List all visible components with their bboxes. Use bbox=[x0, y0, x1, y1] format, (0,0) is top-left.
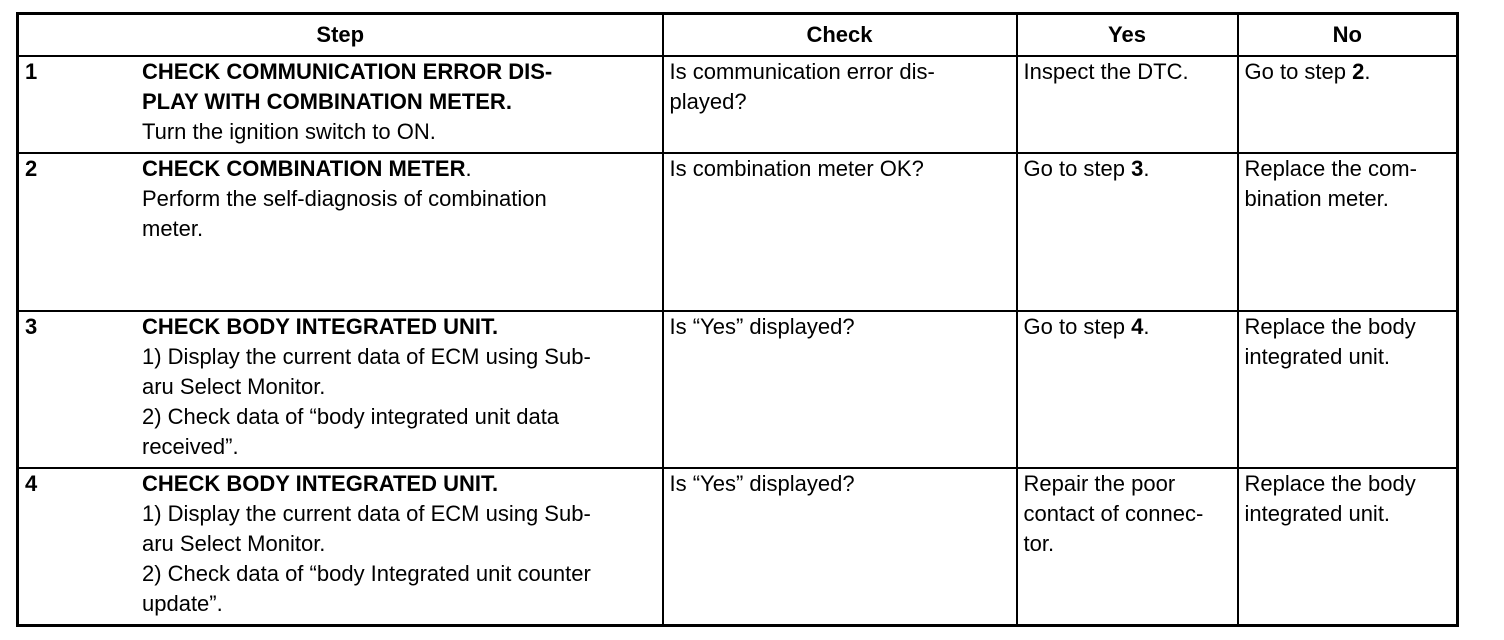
step-description bbox=[142, 469, 656, 619]
table-row bbox=[18, 153, 1458, 311]
step-title: CHECK BODY INTEGRATED UNIT. bbox=[142, 471, 499, 496]
yes-cell bbox=[1017, 468, 1238, 626]
header-row bbox=[18, 14, 1458, 57]
no-text: Replace the body bbox=[1244, 314, 1416, 339]
yes-text: contact of connec- bbox=[1023, 501, 1204, 526]
step-reference: 4 bbox=[1131, 314, 1144, 339]
no-text: Replace the com- bbox=[1244, 156, 1417, 181]
step-instruction: Perform the self-diagnosis of combination bbox=[142, 186, 547, 211]
table-row bbox=[18, 56, 1458, 153]
step-instruction: Turn the ignition switch to ON. bbox=[142, 119, 436, 144]
check-cell bbox=[663, 56, 1017, 153]
no-text: Go to step bbox=[1244, 59, 1353, 84]
step-number: 1 bbox=[25, 59, 38, 84]
yes-cell bbox=[1017, 311, 1238, 468]
step-number: 3 bbox=[25, 314, 38, 339]
step-instruction: meter. bbox=[142, 216, 204, 241]
no-cell bbox=[1238, 56, 1458, 153]
check-cell bbox=[663, 311, 1017, 468]
step-description bbox=[142, 312, 656, 462]
step-cell bbox=[18, 468, 663, 626]
yes-text: . bbox=[1143, 156, 1150, 181]
diagnostic-table bbox=[16, 12, 1459, 627]
table-row bbox=[18, 311, 1458, 468]
check-text: Is combination meter OK? bbox=[669, 156, 924, 181]
check-text: played? bbox=[669, 89, 747, 114]
step-description bbox=[142, 154, 656, 244]
header-no: No bbox=[1238, 14, 1458, 57]
check-text: Is “Yes” displayed? bbox=[669, 314, 855, 339]
yes-text: . bbox=[1143, 314, 1150, 339]
step-number: 4 bbox=[25, 471, 38, 496]
table-row bbox=[18, 468, 1458, 626]
step-instruction: 2) Check data of “body Integrated unit counter bbox=[142, 561, 591, 586]
yes-text: Go to step bbox=[1023, 314, 1132, 339]
no-text: bination meter. bbox=[1244, 186, 1389, 211]
yes-cell bbox=[1017, 153, 1238, 311]
step-title-line: PLAY WITH COMBINATION METER. bbox=[142, 89, 512, 114]
no-text: . bbox=[1364, 59, 1371, 84]
step-cell bbox=[18, 56, 663, 153]
step-title: CHECK COMBINATION METER bbox=[142, 156, 466, 181]
yes-text: Go to step bbox=[1023, 156, 1132, 181]
step-description bbox=[142, 57, 656, 147]
yes-text: tor. bbox=[1023, 531, 1055, 556]
check-cell bbox=[663, 468, 1017, 626]
step-instruction: 1) Display the current data of ECM using Sub- bbox=[142, 501, 591, 526]
check-text: Is communication error dis- bbox=[669, 59, 935, 84]
yes-text: Inspect the DTC. bbox=[1023, 59, 1189, 84]
header-step: Step bbox=[18, 14, 663, 57]
no-cell bbox=[1238, 468, 1458, 626]
check-cell bbox=[663, 153, 1017, 311]
yes-cell bbox=[1017, 56, 1238, 153]
step-instruction: aru Select Monitor. bbox=[142, 531, 326, 556]
no-text: integrated unit. bbox=[1244, 501, 1391, 526]
no-text: Replace the body bbox=[1244, 471, 1416, 496]
step-instruction: received”. bbox=[142, 434, 239, 459]
no-text: integrated unit. bbox=[1244, 344, 1391, 369]
step-instruction: 2) Check data of “body integrated unit data bbox=[142, 404, 560, 429]
step-title: CHECK BODY INTEGRATED UNIT. bbox=[142, 314, 499, 339]
step-number: 2 bbox=[25, 156, 38, 181]
no-cell bbox=[1238, 153, 1458, 311]
check-text: Is “Yes” displayed? bbox=[669, 471, 855, 496]
step-instruction: aru Select Monitor. bbox=[142, 374, 326, 399]
step-cell bbox=[18, 311, 663, 468]
header-yes: Yes bbox=[1017, 14, 1238, 57]
yes-text: Repair the poor bbox=[1023, 471, 1176, 496]
header-check: Check bbox=[663, 14, 1017, 57]
step-instruction: update”. bbox=[142, 591, 223, 616]
step-instruction: 1) Display the current data of ECM using Sub- bbox=[142, 344, 591, 369]
step-reference: 3 bbox=[1131, 156, 1144, 181]
step-reference: 2 bbox=[1352, 59, 1365, 84]
step-title-line: CHECK COMMUNICATION ERROR DIS- bbox=[142, 59, 553, 84]
step-cell bbox=[18, 153, 663, 311]
no-cell bbox=[1238, 311, 1458, 468]
step-title-suffix: . bbox=[465, 156, 472, 181]
